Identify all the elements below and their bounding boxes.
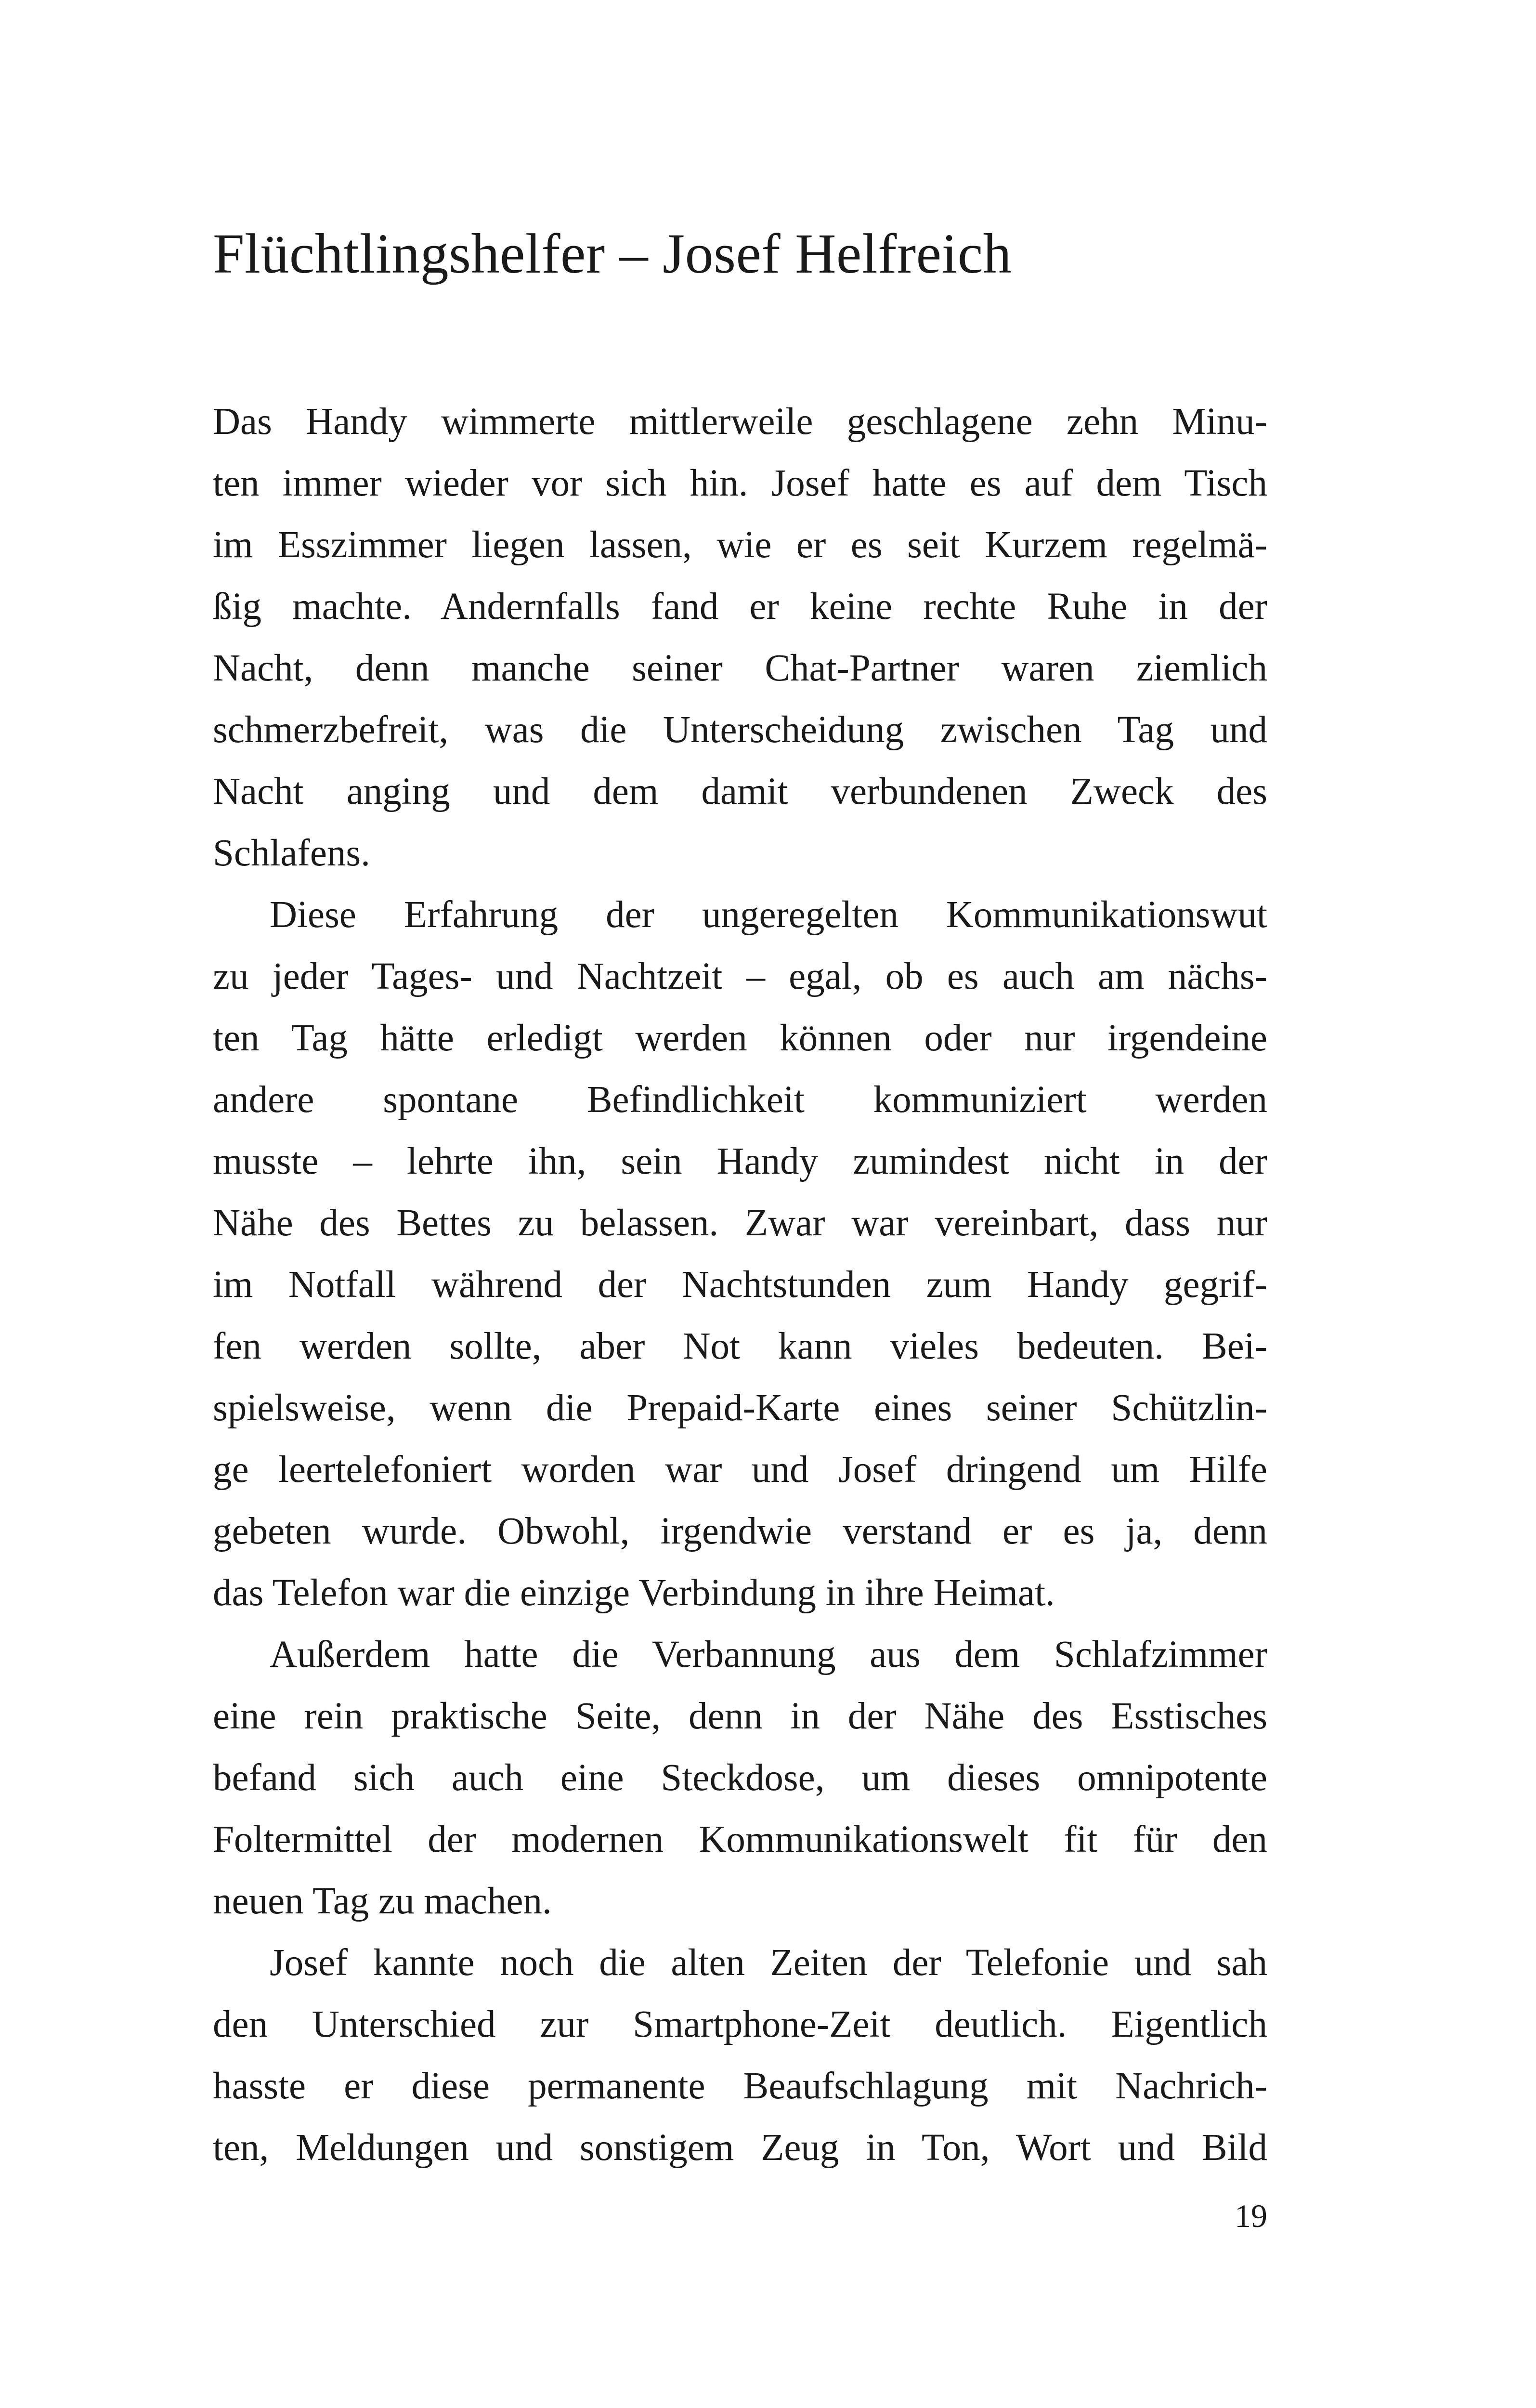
text-line: ten, Meldungen und sonstigem Zeug in Ton, Wort und Bild [213, 2127, 1267, 2169]
text-line: Josef kannte noch die alten Zeiten der Telefonie und sah [270, 1942, 1267, 1984]
text-line: eine rein praktische Seite, denn in der Nähe des Esstisches [213, 1695, 1267, 1737]
text-line: gebeten wurde. Obwohl, irgendwie verstand er es ja, denn [213, 1510, 1267, 1552]
text-line: zu jeder Tages- und Nachtzeit – egal, ob es auch am nächs- [213, 955, 1267, 997]
text-line: ten immer wieder vor sich hin. Josef hatte es auf dem Tisch [213, 462, 1267, 504]
text-line: Nähe des Bettes zu belassen. Zwar war vereinbart, dass nur [213, 1202, 1267, 1244]
text-line: spielsweise, wenn die Prepaid-Karte eines seiner Schützlin- [213, 1387, 1267, 1429]
text-line: fen werden sollte, aber Not kann vieles bedeuten. Bei- [213, 1325, 1267, 1367]
text-line: das Telefon war die einzige Verbindung in ihre Heimat. [213, 1572, 1055, 1614]
text-line: neuen Tag zu machen. [213, 1880, 552, 1922]
body-text [213, 391, 1267, 2179]
page-number: 19 [1235, 2198, 1267, 2234]
text-line: Foltermittel der modernen Kommunikationswelt fit für den [213, 1819, 1267, 1860]
text-line: Das Handy wimmerte mittlerweile geschlagene zehn Minu- [213, 401, 1267, 443]
text-line: andere spontane Befindlichkeit kommuniziert werden [213, 1079, 1267, 1121]
paragraph [213, 884, 1267, 1624]
text-line: Nacht anging und dem damit verbundenen Zweck des [213, 771, 1267, 812]
text-line: Außerdem hatte die Verbannung aus dem Schlafzimmer [270, 1634, 1267, 1675]
text-line: hasste er diese permanente Beaufschlagung mit Nachrich- [213, 2065, 1267, 2107]
text-line: schmerzbefreit, was die Unterscheidung zwischen Tag und [213, 709, 1267, 751]
text-line: ge leertelefoniert worden war und Josef dringend um Hilfe [213, 1449, 1267, 1491]
text-line: im Notfall während der Nachtstunden zum Handy gegrif- [213, 1264, 1267, 1306]
text-line: befand sich auch eine Steckdose, um dieses omnipotente [213, 1757, 1267, 1799]
text-line: im Esszimmer liegen lassen, wie er es seit Kurzem regelmä- [213, 524, 1267, 566]
text-line: Diese Erfahrung der ungeregelten Kommunikationswut [270, 894, 1267, 936]
text-line: ten Tag hätte erledigt werden können oder nur irgendeine [213, 1017, 1267, 1059]
text-line: ßig machte. Andernfalls fand er keine rechte Ruhe in der [213, 586, 1267, 628]
text-line: den Unterschied zur Smartphone-Zeit deutlich. Eigentlich [213, 2003, 1267, 2045]
text-line: musste – lehrte ihn, sein Handy zumindest nicht in der [213, 1140, 1267, 1182]
chapter-title: Flüchtlingshelfer – Josef Helfreich [213, 222, 1012, 285]
text-line: Nacht, denn manche seiner Chat-Partner waren ziemlich [213, 647, 1267, 689]
paragraph [213, 391, 1267, 884]
paragraph [213, 1932, 1267, 2179]
text-line: Schlafens. [213, 832, 370, 874]
paragraph [213, 1624, 1267, 1932]
